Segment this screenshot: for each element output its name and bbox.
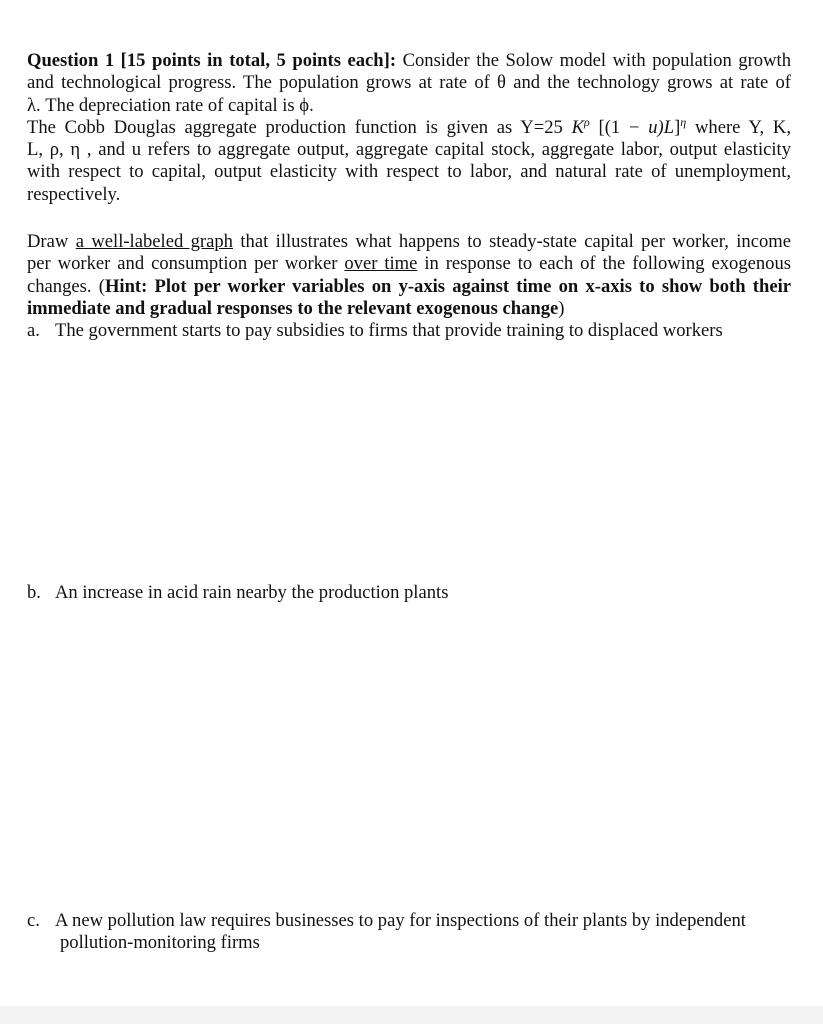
page-bottom-edge xyxy=(0,1006,823,1024)
part-b-text: An increase in acid rain nearby the production plants xyxy=(55,582,449,603)
production-definitions-line-2: with respect to capital, output elasticity with respect to labor, and natural rate of unemployment, xyxy=(27,161,791,183)
part-c-text: A new pollution law requires businesses to pay for inspections of their plants by independent xyxy=(55,910,746,931)
part-b-label: b. xyxy=(27,582,41,603)
instructions xyxy=(27,231,791,320)
production-function-line: The Cobb Douglas aggregate production function is given as Y=25 $K^\rho$ $[(1 - u)L]^\eta$ where Y, K, xyxy=(27,114,791,138)
part-c-text-continued: pollution-monitoring firms xyxy=(60,932,260,954)
part-c xyxy=(27,910,807,955)
instructions-line-2: per worker and consumption per worker over time in response to each of the following exogenous xyxy=(27,253,791,275)
part-a xyxy=(27,320,807,342)
part-b xyxy=(27,582,807,604)
part-c-label: c. xyxy=(27,910,40,931)
over-time-emphasis: over time xyxy=(344,253,418,275)
production-definitions-line-1: L, ρ, η , and u refers to aggregate output, aggregate capital stock, aggregate labor, output elasticity xyxy=(27,139,791,161)
question-intro xyxy=(27,50,791,206)
well-labeled-graph-emphasis: a well-labeled graph xyxy=(75,231,233,252)
instructions-line-1: Draw a well-labeled graph that illustrates what happens to steady-state capital per worker, income xyxy=(27,231,791,252)
production-definitions-line-3: respectively. xyxy=(27,183,121,205)
instructions-line-3: changes. (Hint: Plot per worker variables on y-axis against time on x-axis to show both their xyxy=(27,275,791,297)
part-a-text: The government starts to pay subsidies to firms that provide training to displaced workers xyxy=(55,320,723,341)
intro-line-1: Question 1 [15 points in total, 5 points each]: Consider the Solow model with population growth xyxy=(27,50,791,71)
instructions-line-4: immediate and gradual responses to the relevant exogenous change) xyxy=(27,297,565,319)
question-heading: Question 1 [15 points in total, 5 points each]: xyxy=(27,50,397,71)
hint-text: Hint: Plot per worker variables on y-axis against time on x-axis to show both their xyxy=(104,275,791,297)
part-a-label: a. xyxy=(27,320,40,341)
intro-line-2: and technological progress. The population grows at rate of θ and the technology grows at rate of xyxy=(27,72,791,94)
intro-line-3: λ. The depreciation rate of capital is ϕ. xyxy=(27,94,314,116)
